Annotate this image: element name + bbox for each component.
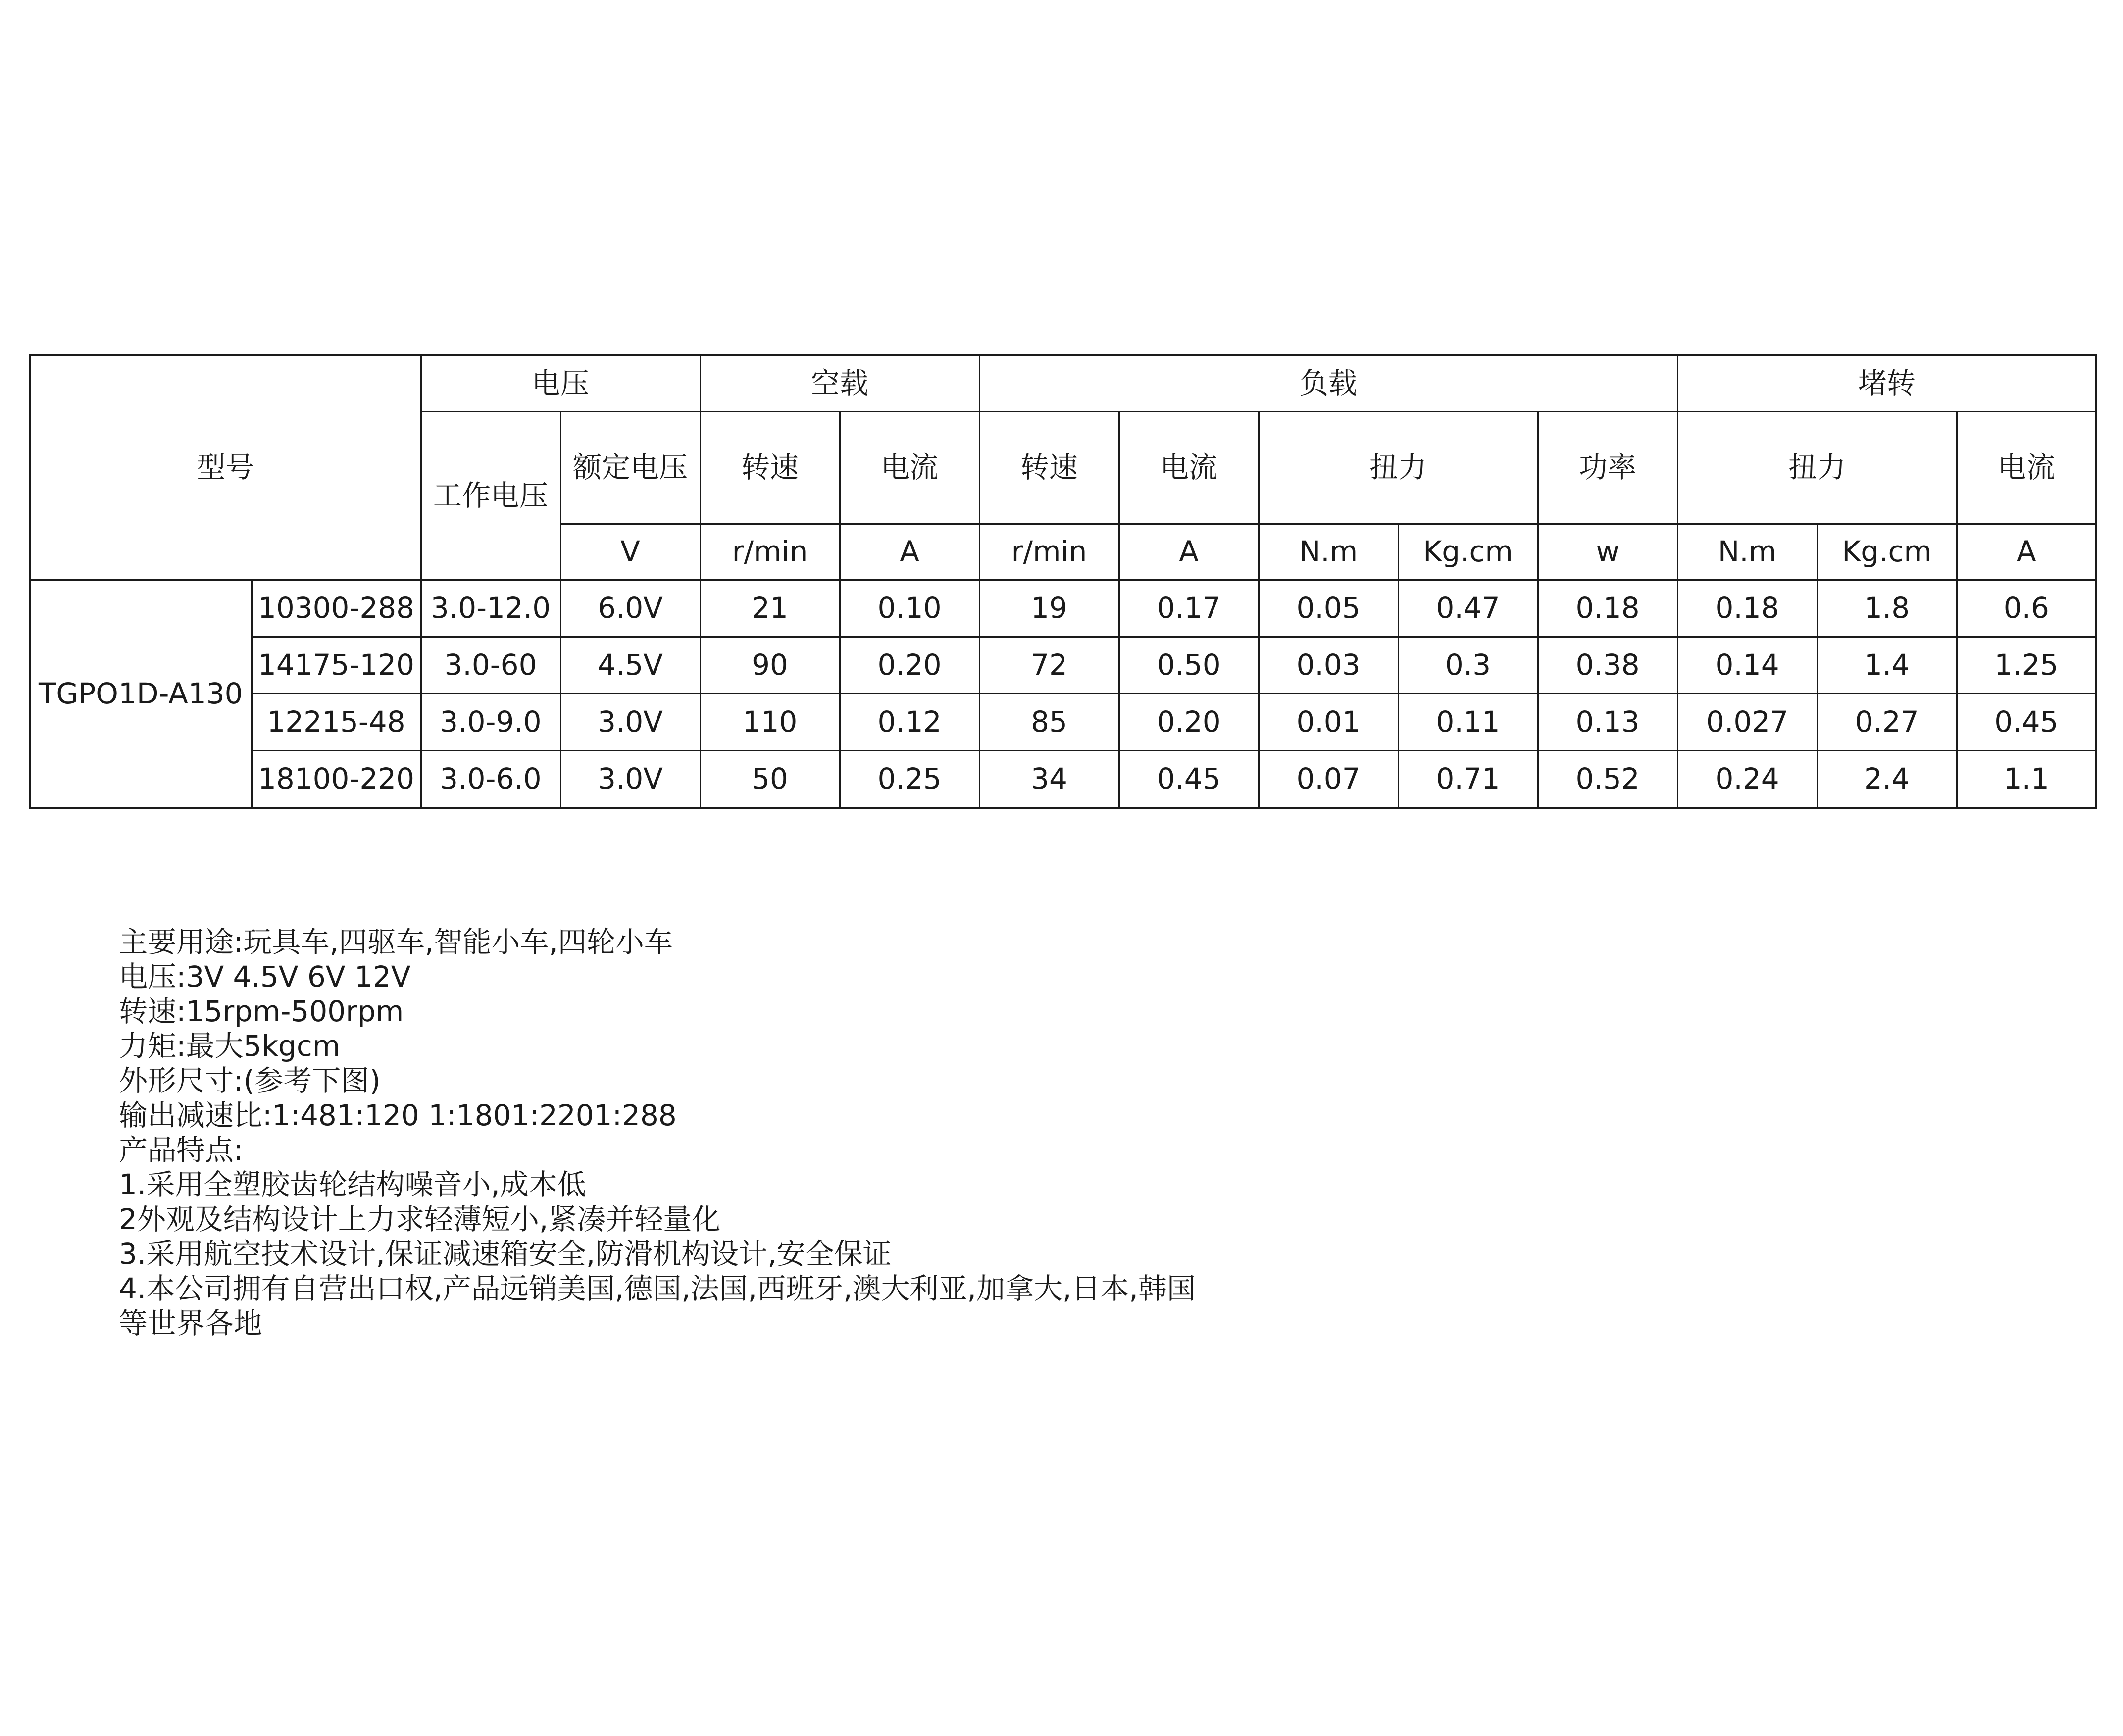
model-header: 型号 bbox=[30, 355, 421, 580]
stall-current-cell: 1.25 bbox=[1957, 637, 2096, 694]
load-power-cell: 0.52 bbox=[1538, 751, 1677, 808]
stall-torque-nm-cell: 0.18 bbox=[1677, 580, 1817, 637]
load-group-header: 负载 bbox=[979, 355, 1677, 412]
stall-torque-nm-cell: 0.24 bbox=[1677, 751, 1817, 808]
note-reduction-ratio: 输出减速比:1:481:120 1:1801:2201:288 bbox=[119, 1098, 677, 1132]
stall-torque-nm-cell: 0.14 bbox=[1677, 637, 1817, 694]
unit-load-torque-kgcm: Kg.cm bbox=[1398, 524, 1538, 580]
load-current-header: 电流 bbox=[1119, 412, 1259, 524]
product-notes bbox=[119, 925, 1604, 1340]
unit-stall-torque-nm: N.m bbox=[1677, 524, 1817, 580]
voltage-group-header: 电压 bbox=[421, 355, 700, 412]
stall-torque-nm-cell: 0.027 bbox=[1677, 694, 1817, 751]
working-voltage-header: 工作电压 bbox=[421, 412, 560, 580]
unit-load-torque-nm: N.m bbox=[1259, 524, 1398, 580]
table-row bbox=[30, 694, 2096, 751]
no-load-speed-cell: 90 bbox=[700, 637, 840, 694]
load-power-cell: 0.38 bbox=[1538, 637, 1677, 694]
load-power-cell: 0.18 bbox=[1538, 580, 1677, 637]
load-current-cell: 0.17 bbox=[1119, 580, 1259, 637]
load-power-cell: 0.13 bbox=[1538, 694, 1677, 751]
note-dimensions: 外形尺寸:(参考下图) bbox=[119, 1064, 381, 1097]
stall-torque-header: 扭力 bbox=[1677, 412, 1957, 524]
unit-rated-voltage: V bbox=[560, 524, 700, 580]
stall-torque-kgcm-cell: 2.4 bbox=[1817, 751, 1957, 808]
load-current-cell: 0.45 bbox=[1119, 751, 1259, 808]
load-torque-header: 扭力 bbox=[1259, 412, 1538, 524]
rated-voltage-header: 额定电压 bbox=[560, 412, 700, 524]
unit-stall-current: A bbox=[1957, 524, 2096, 580]
load-speed-cell: 34 bbox=[979, 751, 1119, 808]
motor-spec-table bbox=[29, 354, 2097, 809]
stall-torque-kgcm-cell: 1.4 bbox=[1817, 637, 1957, 694]
unit-no-load-speed: r/min bbox=[700, 524, 840, 580]
working-voltage-cell: 3.0-9.0 bbox=[421, 694, 560, 751]
no-load-group-header: 空载 bbox=[700, 355, 979, 412]
rated-voltage-cell: 3.0V bbox=[560, 751, 700, 808]
stall-current-cell: 1.1 bbox=[1957, 751, 2096, 808]
working-voltage-cell: 3.0-12.0 bbox=[421, 580, 560, 637]
unit-no-load-current: A bbox=[840, 524, 979, 580]
load-torque-kgcm-cell: 0.47 bbox=[1398, 580, 1538, 637]
load-torque-nm-cell: 0.03 bbox=[1259, 637, 1398, 694]
table-row bbox=[30, 751, 2096, 808]
working-voltage-cell: 3.0-60 bbox=[421, 637, 560, 694]
note-features-heading: 产品特点: bbox=[119, 1133, 244, 1167]
load-speed-header: 转速 bbox=[979, 412, 1119, 524]
load-speed-cell: 85 bbox=[979, 694, 1119, 751]
note-usage: 主要用途:玩具车,四驱车,智能小车,四轮小车 bbox=[119, 925, 673, 959]
model-cell: 10300-288 bbox=[252, 580, 421, 637]
note-torque: 力矩:最大5kgcm bbox=[119, 1029, 341, 1063]
no-load-speed-cell: 50 bbox=[700, 751, 840, 808]
model-cell: 18100-220 bbox=[252, 751, 421, 808]
rated-voltage-cell: 4.5V bbox=[560, 637, 700, 694]
load-torque-nm-cell: 0.01 bbox=[1259, 694, 1398, 751]
load-torque-kgcm-cell: 0.71 bbox=[1398, 751, 1538, 808]
stall-torque-kgcm-cell: 0.27 bbox=[1817, 694, 1957, 751]
load-torque-nm-cell: 0.07 bbox=[1259, 751, 1398, 808]
note-feature-4: 4.本公司拥有自营出口权,产品远销美国,德国,法国,西班牙,澳大利亚,加拿大,日本,韩国 bbox=[119, 1272, 1196, 1305]
no-load-current-header: 电流 bbox=[840, 412, 979, 524]
series-name-cell: TGPO1D-A130 bbox=[30, 580, 252, 808]
load-power-header: 功率 bbox=[1538, 412, 1677, 524]
load-torque-kgcm-cell: 0.3 bbox=[1398, 637, 1538, 694]
no-load-current-cell: 0.20 bbox=[840, 637, 979, 694]
no-load-speed-cell: 21 bbox=[700, 580, 840, 637]
note-feature-4-cont: 等世界各地 bbox=[119, 1306, 263, 1340]
no-load-speed-header: 转速 bbox=[700, 412, 840, 524]
note-speed: 转速:15rpm-500rpm bbox=[119, 994, 404, 1028]
stall-current-cell: 0.6 bbox=[1957, 580, 2096, 637]
stall-group-header: 堵转 bbox=[1677, 355, 2096, 412]
load-current-cell: 0.20 bbox=[1119, 694, 1259, 751]
no-load-current-cell: 0.12 bbox=[840, 694, 979, 751]
unit-load-current: A bbox=[1119, 524, 1259, 580]
rated-voltage-cell: 3.0V bbox=[560, 694, 700, 751]
load-speed-cell: 72 bbox=[979, 637, 1119, 694]
no-load-current-cell: 0.10 bbox=[840, 580, 979, 637]
load-torque-kgcm-cell: 0.11 bbox=[1398, 694, 1538, 751]
unit-load-speed: r/min bbox=[979, 524, 1119, 580]
model-cell: 12215-48 bbox=[252, 694, 421, 751]
table-row bbox=[30, 580, 2096, 637]
note-voltage: 电压:3V 4.5V 6V 12V bbox=[119, 960, 411, 993]
rated-voltage-cell: 6.0V bbox=[560, 580, 700, 637]
table-row bbox=[30, 637, 2096, 694]
load-speed-cell: 19 bbox=[979, 580, 1119, 637]
stall-current-cell: 0.45 bbox=[1957, 694, 2096, 751]
working-voltage-cell: 3.0-6.0 bbox=[421, 751, 560, 808]
load-current-cell: 0.50 bbox=[1119, 637, 1259, 694]
note-feature-1: 1.采用全塑胶齿轮结构噪音小,成本低 bbox=[119, 1168, 586, 1201]
stall-current-header: 电流 bbox=[1957, 412, 2096, 524]
no-load-speed-cell: 110 bbox=[700, 694, 840, 751]
note-feature-2: 2外观及结构设计上力求轻薄短小,紧凑并轻量化 bbox=[119, 1202, 721, 1236]
unit-load-power: w bbox=[1538, 524, 1677, 580]
model-cell: 14175-120 bbox=[252, 637, 421, 694]
stall-torque-kgcm-cell: 1.8 bbox=[1817, 580, 1957, 637]
note-feature-3: 3.采用航空技术设计,保证减速箱安全,防滑机构设计,安全保证 bbox=[119, 1237, 892, 1271]
group-header-row bbox=[30, 355, 2096, 412]
load-torque-nm-cell: 0.05 bbox=[1259, 580, 1398, 637]
unit-stall-torque-kgcm: Kg.cm bbox=[1817, 524, 1957, 580]
no-load-current-cell: 0.25 bbox=[840, 751, 979, 808]
